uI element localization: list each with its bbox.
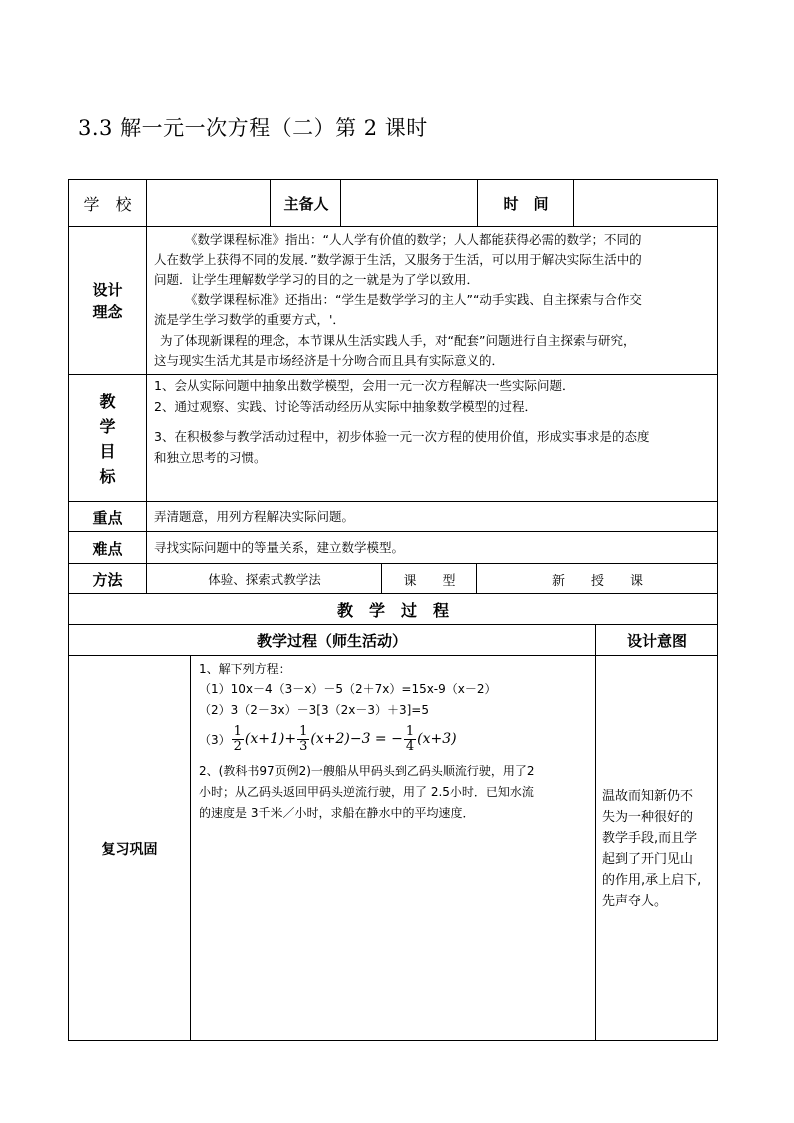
review-problem-line3: 的速度是 3千米／小时，求船在静水中的平均速度． [199,806,475,820]
review-intent-line3: 教学手段,而且学 [602,831,698,846]
eq3-prefix: （3） [199,732,231,747]
time-label: 时 间 [503,194,549,213]
teaching-goal-3a: 3、在积极参与教学活动过程中，初步体验一元一次方程的使用价值，形成实事求是的态度 [154,429,650,444]
design-concept-line6: 为了体现新课程的理念，本节课从生活实践人手，对“配套”问题进行自主探索与研究， [160,333,636,348]
teaching-goal-3b: 和独立思考的习惯。 [154,450,267,465]
lesson-type-label: 课 型 [403,573,456,589]
design-concept-line2: 人在数学上获得不同的发展．”数学源于生活，又服务于生活，可以用于解决实际生活中的 [154,252,642,267]
teaching-goals-label [68,375,147,502]
design-concept-label [68,227,147,375]
teaching-goals-label-c1: 教 [99,391,116,411]
teaching-goals-label-c3: 目 [99,441,116,461]
teaching-goal-2: 2、通过观察、实践、讨论等活动经历从实际中抽象数学模型的过程． [154,399,537,414]
eq3-fraction-1 [232,725,244,754]
eq3-fraction-1-num: 1 [233,723,242,739]
review-intent-line1: 温故而知新仍不 [602,789,694,804]
document-title: 3.3 解一元一次方程（二）第 2 课时 [78,116,428,140]
teaching-goal-1: 1、会从实际问题中抽象出数学模型，会用一元一次方程解决一些实际问题． [154,378,575,393]
eq3-fraction-2-den: 3 [299,738,308,754]
eq3-part-3: (x+3) [417,731,457,747]
review-label: 复习巩固 [101,841,158,858]
eq3-fraction-2-num: 1 [299,723,308,739]
eq3-part-1: (x+1)+ [244,731,297,747]
review-equation-2: （2）3（2－3x）－3[3（2x－3）＋3]=5 [199,703,429,717]
intent-col-header: 设计意图 [626,632,687,650]
method-text: 体验、探索式教学法 [208,572,321,587]
design-concept-label-line2: 理念 [92,303,123,321]
time-value-cell [574,179,718,227]
design-concept-line1: 《数学课程标准》指出：“人人学有价值的数学；人人都能获得必需的数学；不同的 [185,232,642,247]
review-intent-line5: 的作用,承上启下, [602,873,702,888]
eq3-fraction-3-den: 4 [405,738,415,754]
review-intent [602,786,701,912]
review-equation-1: （1）10x－4（3－x）－5（2＋7x）=15x-9（x－2） [199,682,497,696]
design-concept-line4: 《数学课程标准》还指出：“学生是数学学习的主人”“动手实践、自主探索与合作交 [185,292,642,307]
review-equation-3 [199,722,457,756]
eq3-fraction-3 [404,725,416,754]
method-label: 方法 [92,570,123,589]
review-problem-line1: 2、(教科书97页例2)一艘船从甲码头到乙码头顺流行驶，用了2 [199,764,535,778]
lesson-type-value: 新 授 课 [551,573,643,589]
review-intent-line4: 起到了开门见山 [602,852,694,867]
activity-col-header: 教学过程（师生活动） [256,632,407,650]
review-problem-line2: 小时；从乙码头返回甲码头逆流行驶，用了 2.5小时．已知水流 [199,785,534,799]
school-label: 学 校 [83,194,132,214]
teaching-goals-label-c2: 学 [99,416,116,436]
eq3-fraction-2 [297,725,309,754]
process-heading: 教 学 过 程 [336,601,449,620]
school-value-cell [147,179,271,227]
review-intent-line6: 先声夺人。 [602,894,668,909]
review-intent-line2: 失为一种很好的 [602,810,694,825]
key-point-text: 弄清题意，用列方程解决实际问题。 [154,509,355,524]
eq3-fraction-3-num: 1 [405,723,415,739]
teaching-goals-label-c4: 标 [99,466,116,486]
preparer-label: 主备人 [283,194,329,213]
preparer-value-cell [341,179,478,227]
design-concept-line3: 问题．让学生理解数学学习的目的之一就是为了学以致用． [154,272,480,287]
key-point-label: 重点 [92,508,123,527]
eq3-fraction-1-den: 2 [233,738,242,754]
review-item-intro: 1、解下列方程： [199,662,291,676]
difficulty-label: 难点 [92,539,123,558]
difficulty-text: 寻找实际问题中的等量关系，建立数学模型。 [154,540,405,555]
design-concept-line7: 这与现实生活尤其是市场经济是十分吻合而且具有实际意义的． [154,353,505,368]
design-concept-label-line1: 设计 [92,281,123,299]
design-concept-line5: 流是学生学习数学的重要方式，'． [154,312,345,327]
eq3-part-2: (x+2)−3 = − [310,731,403,747]
